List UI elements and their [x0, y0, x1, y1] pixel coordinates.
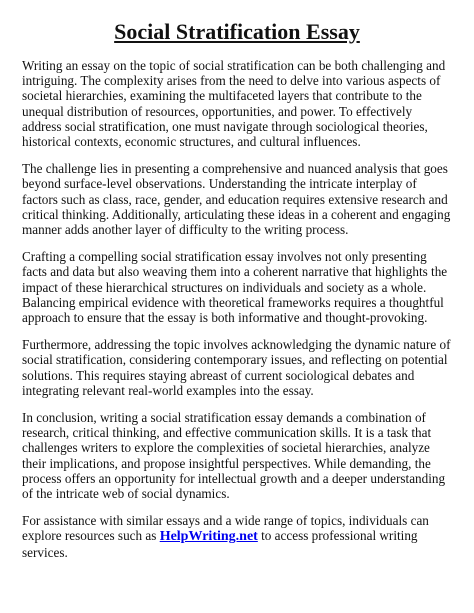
closing-paragraph: [22, 513, 452, 560]
document-title: Social Stratification Essay: [114, 19, 360, 44]
paragraph-1: Writing an essay on the topic of social stratification can be both challenging and intriguing. The complexity arises from the need to delve into various aspects of societal hierarchies, examining the multifaceted layers that contribute to the unequal distribution of resources, opportunities, and power. To effectively address social stratification, one must navigate through sociological theories, historical contexts, economic structures, and cultural influences.: [22, 58, 446, 150]
paragraph-3: Crafting a compelling social stratification essay involves not only presenting facts and data but also weaving them into a coherent narrative that highlights the impact of these hierarchical structures on individuals and society as a whole. Balancing empirical evidence with theoretical frameworks requires a thoughtful approach to ensure that the essay is both informative and thought-provoking.: [22, 249, 448, 326]
paragraph-5: In conclusion, writing a social stratification essay demands a combination of research, critical thinking, and effective communication skills. It is a task that challenges writers to explore the complexities of societal hierarchies, analyze their implications, and propose insightful perspectives. While demanding, the process offers an opportunity for intellectual growth and a deeper understanding of the intricate web of social dynamics.: [22, 410, 446, 502]
closing-text-before-link: For assistance with similar essays and a wide range of topics, individuals can explore resources such as: [22, 513, 429, 544]
paragraph-2: The challenge lies in presenting a comprehensive and nuanced analysis that goes beyond surface-level observations. Understanding the intricate interplay of factors such as class, race, gender, and education requires extensive research and critical thinking. Additionally, articulating these ideas in a coherent and engaging manner adds another layer of difficulty to the writing process.: [22, 161, 451, 238]
closing-text-after-link: to access professional writing services.: [22, 528, 418, 560]
helpwriting-link[interactable]: HelpWriting.net: [159, 529, 258, 545]
paragraph-4: Furthermore, addressing the topic involves acknowledging the dynamic nature of social stratification, considering contemporary issues, and reflecting on potential solutions. This requires staying abreast of current sociological debates and integrating relevant real-world examples into the essay.: [22, 337, 451, 398]
